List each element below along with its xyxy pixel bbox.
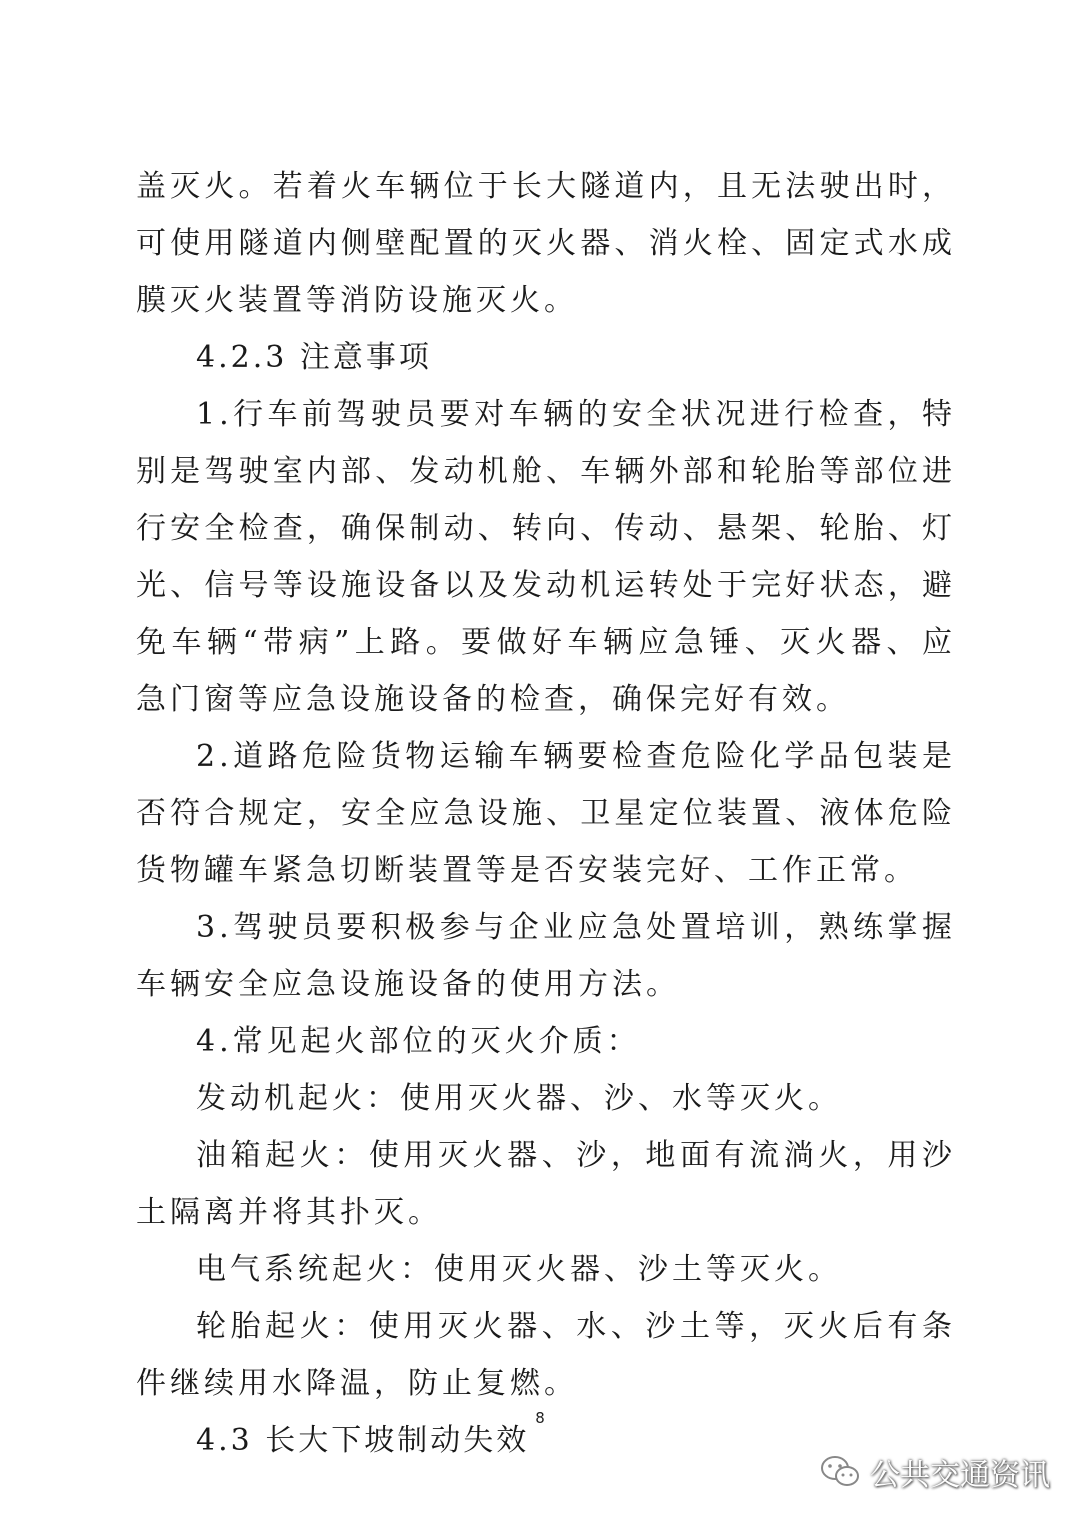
wechat-icon <box>820 1455 860 1489</box>
watermark-text: 公共交通资讯 <box>870 1458 1050 1493</box>
paragraph-fuel-tank-fire: 油箱起火：使用灭火器、沙，地面有流淌火，用沙土隔离并将其扑灭。 <box>136 1138 956 1230</box>
paragraph-continuation: 盖灭火。若着火车辆位于长大隧道内，且无法驶出时，可使用隧道内侧壁配置的灭火器、消火栓、固定式水成膜灭火装置等消防设施灭火。 <box>136 169 956 318</box>
paragraph-item-2: 2.道路危险货物运输车辆要检查危险化学品包装是否符合规定，安全应急设施、卫星定位装置、液体危险货物罐车紧急切断装置等是否安装完好、工作正常。 <box>136 739 956 888</box>
page-number: 8 <box>535 1409 545 1427</box>
paragraph-engine-fire: 发动机起火：使用灭火器、沙、水等灭火。 <box>196 1081 842 1116</box>
section-heading-4-3: 4.3 长大下坡制动失效 <box>196 1423 530 1458</box>
paragraph-tire-fire: 轮胎起火：使用灭火器、水、沙土等，灭火后有条件继续用水降温，防止复燃。 <box>136 1309 956 1401</box>
paragraph-electrical-fire: 电气系统起火：使用灭火器、沙土等灭火。 <box>196 1252 842 1287</box>
paragraph-item-1: 1.行车前驾驶员要对车辆的安全状况进行检查，特别是驾驶室内部、发动机舱、车辆外部和轮胎等部位进行安全检查，确保制动、转向、传动、悬架、轮胎、灯光、信号等设施设备以及发动机运转处于完好状态，避免车辆“带病”上路。要做好车辆应急锤、灭火器、应急门窗等应急设施设备的检查，确保完好有效。 <box>136 397 956 717</box>
watermark <box>820 1450 1050 1494</box>
section-heading-4-2-3: 4.2.3 注意事项 <box>196 340 432 375</box>
document-body <box>136 158 956 1469</box>
paragraph-item-4: 4.常见起火部位的灭火介质： <box>196 1024 641 1059</box>
paragraph-item-3: 3.驾驶员要积极参与企业应急处置培训，熟练掌握车辆安全应急设施设备的使用方法。 <box>136 910 956 1002</box>
